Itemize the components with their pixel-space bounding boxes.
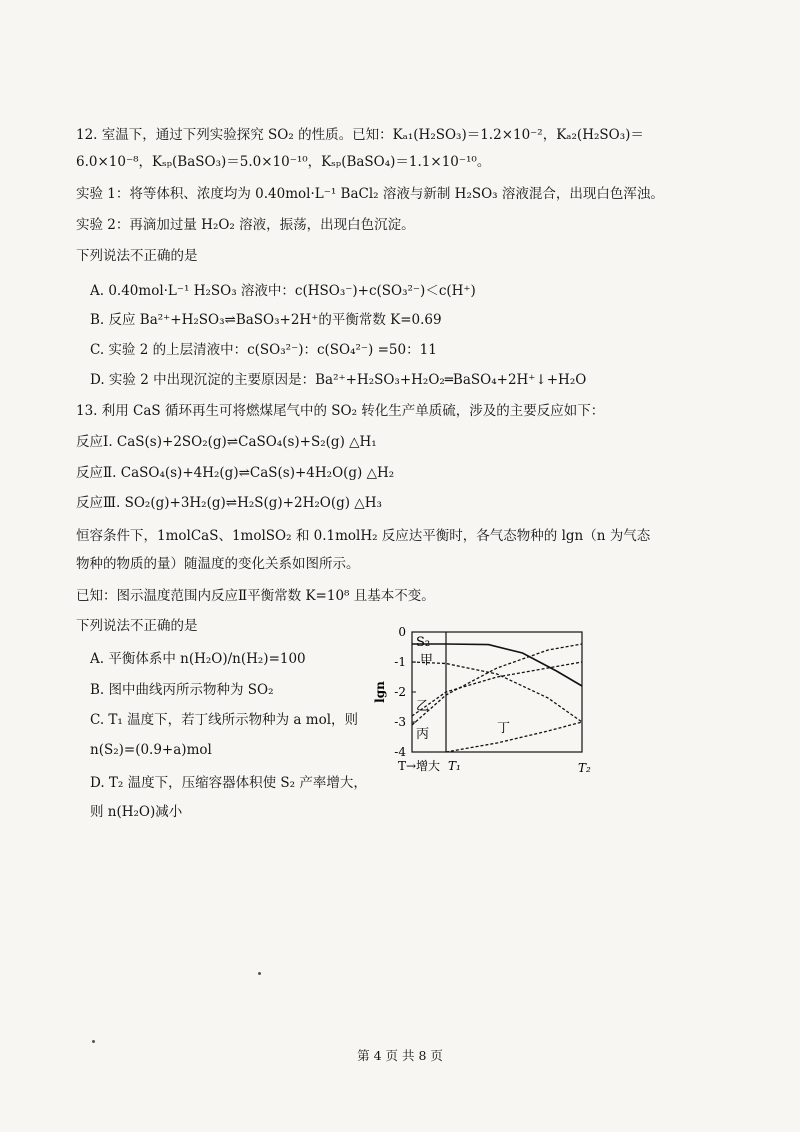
q12-stem-line2: 6.0×10⁻⁸，Kₛₚ(BaSO₃)＝5.0×10⁻¹⁰，Kₛₚ(BaSO₄)＝1.1×10⁻¹⁰。 bbox=[76, 154, 491, 170]
q13-option-c-line2: n(S₂)=(0.9+a)mol bbox=[90, 742, 212, 758]
q13-condition-line2: 物种的物质的量）随温度的变化关系如图所示。 bbox=[76, 556, 360, 572]
x-axis-label: T→增大 bbox=[398, 759, 441, 773]
scan-speck bbox=[258, 972, 261, 975]
q12-option-a: A. 0.40mol·L⁻¹ H₂SO₃ 溶液中：c(HSO₃⁻)+c(SO₃²⁻)＜c(H⁺) bbox=[90, 283, 476, 299]
series-line-S₂ bbox=[412, 644, 582, 686]
y-tick-label: -4 bbox=[394, 745, 406, 759]
x-tick-t1: T₁ bbox=[448, 759, 461, 773]
page-footer: 第 4 页 共 8 页 bbox=[357, 1048, 443, 1063]
q12-prompt: 下列说法不正确的是 bbox=[76, 248, 198, 264]
q12-option-d: D. 实验 2 中出现沉淀的主要原因是：Ba²⁺+H₂SO₃+H₂O₂═BaSO₄+2H⁺↓+H₂O bbox=[90, 372, 587, 388]
q13-prompt: 下列说法不正确的是 bbox=[76, 618, 198, 634]
series-line-乙 bbox=[412, 644, 582, 725]
series-label-S₂: S₂ bbox=[416, 635, 431, 650]
series-label-甲: 甲 bbox=[420, 653, 434, 668]
q13-option-a: A. 平衡体系中 n(H₂O)/n(H₂)=100 bbox=[90, 651, 306, 667]
y-tick-label: 0 bbox=[398, 625, 406, 639]
y-tick-label: -2 bbox=[394, 685, 406, 699]
q13-reaction-2: 反应Ⅱ. CaSO₄(s)+4H₂(g)⇌CaS(s)+4H₂O(g) △H₂ bbox=[76, 465, 395, 481]
q12-option-c: C. 实验 2 的上层清液中：c(SO₃²⁻)：c(SO₄²⁻) =50：11 bbox=[90, 342, 437, 358]
series-label-乙: 乙 bbox=[416, 699, 430, 714]
q13-reaction-3: 反应Ⅲ. SO₂(g)+3H₂(g)⇌H₂S(g)+2H₂O(g) △H₃ bbox=[76, 495, 382, 511]
q13-option-b: B. 图中曲线丙所示物种为 SO₂ bbox=[90, 682, 274, 698]
q12-option-b: B. 反应 Ba²⁺+H₂SO₃⇌BaSO₃+2H⁺的平衡常数 K=0.69 bbox=[90, 312, 442, 328]
lgn-temperature-chart bbox=[372, 612, 612, 782]
series-label-丙: 丙 bbox=[416, 727, 430, 742]
q13-reaction-1: 反应Ⅰ. CaS(s)+2SO₂(g)⇌CaSO₄(s)+S₂(g) △H₁ bbox=[76, 434, 377, 450]
scan-speck bbox=[92, 1040, 95, 1043]
x-tick-t2: T₂ bbox=[578, 761, 591, 775]
q13-option-c-line1: C. T₁ 温度下，若丁线所示物种为 a mol，则 bbox=[90, 712, 359, 728]
q13-stem-line1: 13. 利用 CaS 循环再生可将燃煤尾气中的 SO₂ 转化生产单质硫，涉及的主要反应如下： bbox=[76, 403, 605, 419]
series-line-丁 bbox=[446, 722, 582, 752]
y-tick-label: -1 bbox=[394, 655, 406, 669]
q13-condition-line1: 恒容条件下，1molCaS、1molSO₂ 和 0.1molH₂ 反应达平衡时，各气态物种的 lgn（n 为气态 bbox=[76, 528, 651, 544]
q13-option-d-line2: 则 n(H₂O)减小 bbox=[90, 804, 183, 820]
q12-experiment-2: 实验 2：再滴加过量 H₂O₂ 溶液，振荡，出现白色沉淀。 bbox=[76, 217, 415, 233]
chart-svg bbox=[372, 612, 612, 782]
q13-option-d-line1: D. T₂ 温度下，压缩容器体积使 S₂ 产率增大， bbox=[90, 775, 367, 791]
q13-known: 已知：图示温度范围内反应Ⅱ平衡常数 K=10⁸ 且基本不变。 bbox=[76, 588, 435, 604]
q12-experiment-1: 实验 1：将等体积、浓度均为 0.40mol·L⁻¹ BaCl₂ 溶液与新制 H₂SO₃ 溶液混合，出现白色浑浊。 bbox=[76, 186, 664, 202]
y-axis-label: lgn bbox=[373, 681, 387, 703]
y-tick-label: -3 bbox=[394, 715, 406, 729]
series-label-丁: 丁 bbox=[497, 721, 511, 736]
q12-stem-line1: 12. 室温下，通过下列实验探究 SO₂ 的性质。已知：Kₐ₁(H₂SO₃)＝1.2×10⁻²，Kₐ₂(H₂SO₃)＝ bbox=[76, 127, 644, 143]
